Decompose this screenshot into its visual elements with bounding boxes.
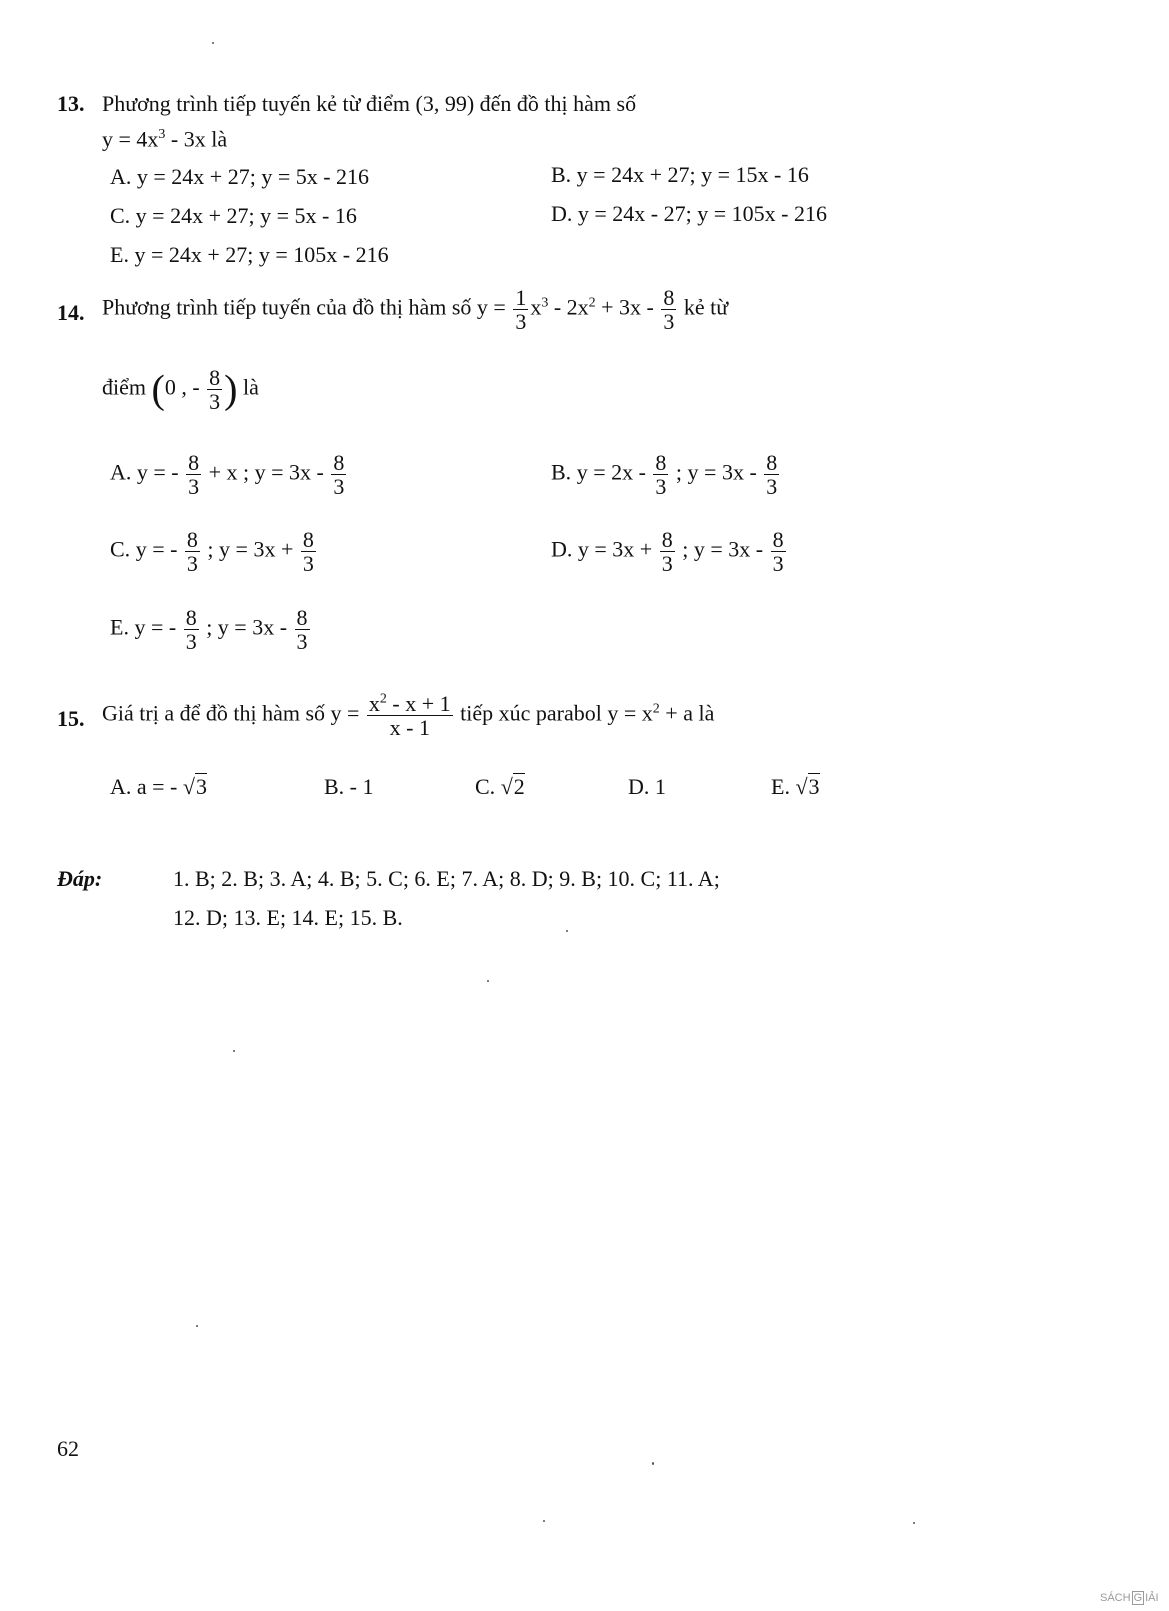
watermark-logo: SÁCH G IẢI <box>1100 1592 1159 1604</box>
question-14-option-a: A. y = - $\frac{8}{3}$ + x ; y = 3x - $\frac{8}{3}$ <box>110 450 345 500</box>
question-14-option-e: E. y = - $\frac{8}{3}$ ; y = 3x - $\frac{8}{3}$ <box>110 605 308 655</box>
question-13-option-b: B. y = 24x + 27; y = 15x - 16 <box>551 162 809 187</box>
question-14-number: 14. <box>57 300 85 325</box>
scan-speck <box>212 42 214 44</box>
answers-label: Đáp: <box>57 866 103 891</box>
scan-speck <box>233 1050 235 1052</box>
question-14-option-c: C. y = - $\frac{8}{3}$ ; y = 3x + $\frac{8}{3}$ <box>110 527 314 577</box>
question-15-option-e: E. √3 <box>771 774 820 799</box>
question-14-option-b: B. y = 2x - $\frac{8}{3}$ ; y = 3x - $\frac{8}{3}$ <box>551 450 778 500</box>
question-15-stem: Giá trị a để đồ thị hàm số y = $\frac{x^2 - x + 1}{x - 1}$ tiếp xúc parabol $y = x^2 + a$ là <box>102 691 715 741</box>
question-13-option-e: E. y = 24x + 27; y = 105x - 216 <box>110 242 389 267</box>
question-13-stem: Phương trình tiếp tuyến kẻ từ điểm (3, 99) đến đồ thị hàm số <box>102 91 637 116</box>
scan-speck <box>487 980 489 982</box>
scan-speck <box>566 930 568 932</box>
question-13-option-a: A. y = 24x + 27; y = 5x - 216 <box>110 164 370 189</box>
page-number: 62 <box>57 1436 79 1461</box>
question-13-option-d: D. y = 24x - 27; y = 105x - 216 <box>551 201 827 226</box>
question-15-option-a: A. a = - √3 <box>110 774 207 799</box>
question-14-option-d: D. y = 3x + $\frac{8}{3}$ ; y = 3x - $\frac{8}{3}$ <box>551 527 784 577</box>
answers-line-1: 1. B; 2. B; 3. A; 4. B; 5. C; 6. E; 7. A; 8. D; 9. B; 10. C; 11. A; <box>173 866 720 891</box>
scan-speck <box>543 1520 545 1522</box>
answers-line-2: 12. D; 13. E; 14. E; 15. B. <box>173 905 403 930</box>
question-15-option-c: C. √2 <box>475 774 525 799</box>
question-15-number: 15. <box>57 706 85 731</box>
scan-speck <box>196 1325 198 1327</box>
question-15-option-d: D. 1 <box>628 774 666 799</box>
question-13-number: 13. <box>57 91 85 116</box>
scan-speck <box>913 1522 915 1524</box>
question-14-point: điểm (0 , - $\frac{8}{3}$ ) là <box>102 365 259 415</box>
scan-speck <box>652 1462 654 1465</box>
question-14-stem: Phương trình tiếp tuyến của đồ thị hàm số y = $\frac{1}{3}$ $x^3 - 2x^2 + 3x$ - $\frac{8}{3}$ kẻ từ <box>102 285 729 335</box>
question-13-function: $y = 4x^3 - 3x$ là <box>102 126 228 152</box>
question-15-option-b: B. - 1 <box>324 774 374 799</box>
question-13-option-c: C. y = 24x + 27; y = 5x - 16 <box>110 203 357 228</box>
